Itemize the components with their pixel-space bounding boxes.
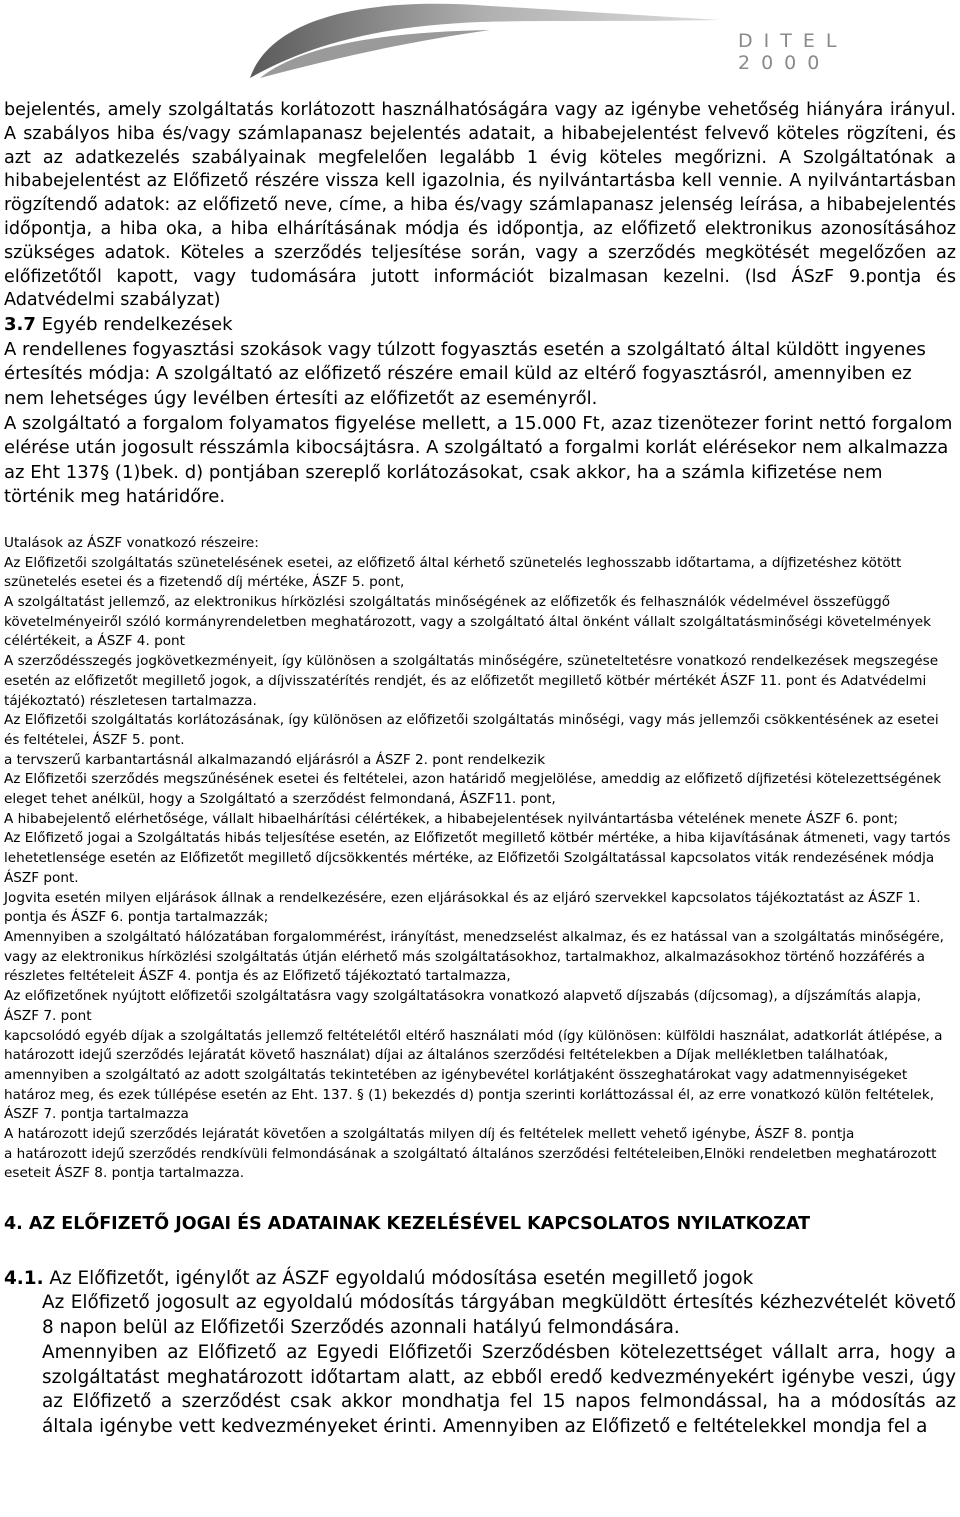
section-4-1-paragraph-2: Amennyiben az Előfizető az Egyedi Előfizetői Szerződésben kötelezettséget vállalt arra, hogy a szolgáltatást meghatározott időtartam alatt, az ebből eredő kedvezményekért igénybe veszi, úgy az Előfizető a szerződést csak akkor mondhatja fel 15 napos felmondással, ha a módosítás az általa igénybe vett kedvezményeket érinti. Amennyiben az Előfizető e feltételekkel mondja fel a [42,1341,956,1438]
references-block [4,534,956,1184]
section-3-7-paragraph-2: A szolgáltató a forgalom folyamatos figyelése mellett, a 15.000 Ft, azaz tizenötezer forint nettó forgalom elérése után jogosult résszámla kibocsájtásra. A szolgáltató a forgalmi korlát elérésekor nem alkalmazza az Eht 137§ (1)bek. d) pontjában szereplő korlátozásokat, csak akkor, ha a számla kifizetése nem történik meg határidőre. [4,412,953,508]
company-logo [240,0,848,80]
section-4-heading: 4. AZ ELŐFIZETŐ JOGAI ÉS ADATAINAK KEZELÉSÉVEL KAPCSOLATOS NYILATKOZAT [4,1214,811,1235]
reference-item: a tervszerű karbantartásnál alkalmazandó eljárásról a ÁSZF 2. pont rendelkezik [4,751,546,768]
document-page [4,99,956,1440]
reference-item: A határozott idejű szerződés lejáratát követően a szolgáltatás milyen díj és feltételek mellett vehető igénybe, ÁSZF 8. pontja [4,1126,855,1143]
reference-item: Amennyiben a szolgáltató hálózatában forgalommérést, irányítást, menedzselést alkalmaz, és ez hatással van a szolgáltatás minőségére, vagy az elektronikus hírközlési szolgáltatás útján elérhető más szolgáltatásokhoz, tartalmakhoz, alkalmazásokhoz történő hozzáférés a részletes feltételeit ÁSZF 4. pontja és az Előfizető tájékoztató tartalmazza, [4,928,944,985]
reference-item: Az Előfizetői szolgáltatás szünetelésének esetei, az előfizető által kérhető szünetelés leghosszabb időtartama, a díjfizetéshez kötött szünetelés esetei és a fizetendő díj mértéke, ÁSZF 5. pont, [4,554,902,591]
references-title: Utalások az ÁSZF vonatkozó részeire: [4,534,259,551]
section-3-7-paragraph-1: A rendellenes fogyasztási szokások vagy túlzott fogyasztás esetén a szolgáltató által küldött ingyenes értesítés módja: A szolgáltató az előfizető részére email küld az eltérő fogyasztásról, amennyiben ez nem lehetséges úgy levélben értesíti az előfizetőt az eseményről. [4,338,926,409]
reference-item: Az előfizetőnek nyújtott előfizetői szolgáltatásra vagy szolgáltatásokra vonatkozó alapvető díjszabás (díjcsomag), a díjszámítás alapja, ÁSZF 7. pont [4,988,922,1024]
section-4-1-title: Az Előfizetőt, igénylőt az ÁSZF egyoldalú módosítása esetén megillető jogok [43,1268,754,1290]
reference-item: Jogvita esetén milyen eljárások állnak a rendelkezésére, ezen eljárásokkal és az eljáró szervekkel kapcsolatos tájékoztatást az ÁSZF 1. pontja és ÁSZF 6. pontja tartalmazzák; [4,889,921,926]
section-3-7-heading [4,313,956,338]
reference-item: Az Előfizetői szerződés megszűnésének esetei és feltételei, azon határidő megjelölése, ameddig az előfizető díjfizetési kötelezettségének eleget tehet anélkül, hogy a Szolgáltató a szerződést felmondaná, ÁSZF11. pont, [4,771,942,808]
reference-item: A szolgáltatást jellemző, az elektronikus hírközlési szolgáltatás minőségének az előfizetők és felhasználók védelmével összefüggő követelményeiről szóló kormányrendeletben meghatározott, vagy a szolgáltató által önként vállalt szolgáltatásminőségi követelmények célértékeit, a ÁSZF 4. pont [4,594,931,650]
logo-swoosh-graphic [240,0,740,80]
reference-item: kapcsolódó egyéb díjak a szolgáltatás jellemző feltételétől eltérő használati mód (így különösen: külföldi használat, adatkorlát átlépése, a határozott idejű szerződés lejáratát követő használat) díjai az általános szerződési feltételekben a Díjak mellékletben találhatóak, [4,1027,943,1064]
reference-item: amennyiben a szolgáltató az adott szolgáltatás tekintetében az igénybevétel korlátjaként összeghatárokat vagy adatmennyiségeket határoz meg, és ezek túllépése esetén az Eht. 137. § (1) bekezdés d) pontja szerinti korláttozással él, az erre vonatkozó külön feltételek, ÁSZF 7. pontja tartalmazza [4,1066,935,1123]
reference-item: a határozott idejű szerződés rendkívüli felmondásának a szolgáltató általános szerződési feltételeiben,Elnöki rendeletben meghatározott eseteit ÁSZF 8. pontja tartalmazza. [4,1145,937,1182]
reference-item: A hibabejelentő elérhetősége, vállalt hibaelhárítási célértékek, a hibabejelentések nyilvántartásba vételének menete ÁSZF 6. pont; [4,810,899,827]
section-3-7-title: Egyéb rendelkezések [35,314,233,336]
section-4-1-paragraph-1: Az Előfizető jogosult az egyoldalú módosítás tárgyában megküldött értesítés kézhezvételét követő 8 napon belül az Előfizetői Szerződés azonnali hatályú felmondására. [42,1292,956,1338]
reference-item: A szerződésszegés jogkövetkezményeit, így különösen a szolgáltatás minőségére, szüneteltetésre vonatkozó rendelkezések megszegése esetén az előfizetőt megillető jogok, a díjvisszatérítés rendjét, és az előfizetőt megillető kötbér mértékét ÁSZF 11. pont és Adatvédelmi tájékoztató) részletesen tartalmazza. [4,653,939,709]
section-3-7-number: 3.7 [4,314,36,336]
section-4-1-number: 4.1. [4,1268,44,1290]
logo-text: DITEL 2000 [738,30,848,74]
section-4-1-heading [4,1266,956,1291]
reference-item: Az Előfizető jogai a Szolgáltatás hibás teljesítése esetén, az Előfizetőt megillető kötbér mértéke, a hiba kijavításának átmeneti, vagy tartós lehetetlensége esetén az Előfizetőt megillető díjcsökkentés mértéke, az Előfizetői Szolgáltatással kapcsolatos viták rendezésének módja ÁSZF pont. [4,830,951,886]
reference-item: Az Előfizetői szolgáltatás korlátozásának, így különösen az előfizetői szolgáltatás minőségi, vagy más jellemzői csökkentésének az esetei és feltételei, ÁSZF 5. pont. [4,712,939,748]
section-4-1-body [42,1291,956,1440]
intro-paragraph: bejelentés, amely szolgáltatás korlátozott használhatóságára vagy az igénybe vehetőség hiányára irányul. A szabályos hiba és/vagy számlapanasz bejelentés adatait, a hibabejelentést felvevő köteles rögzíteni, és azt az adatkezelés szabályainak megfelelően legalább 1 évig köteles megőrizni. A Szolgáltatónak a hibabejelentést az Előfizető részére vissza kell igazolnia, és nyilvántartásba kell vennie. A nyilvántartásban rögzítendő adatok: az előfizető neve, címe, a hiba és/vagy számlapanasz jelenség leírása, a hibabejelentés időpontja, a hiba oka, a hiba elhárításának módja és időpontja, az előfizető elektronikus azonosításához szükséges adatok. Köteles a szerződés teljesítése során, vagy a szerződés megkötését megelőzően az előfizetőtől kapott, vagy tudomására jutott információt bizalmasan kezelni. (lsd ÁSzF 9.pontja és Adatvédelmi szabályzat) [4,100,956,311]
